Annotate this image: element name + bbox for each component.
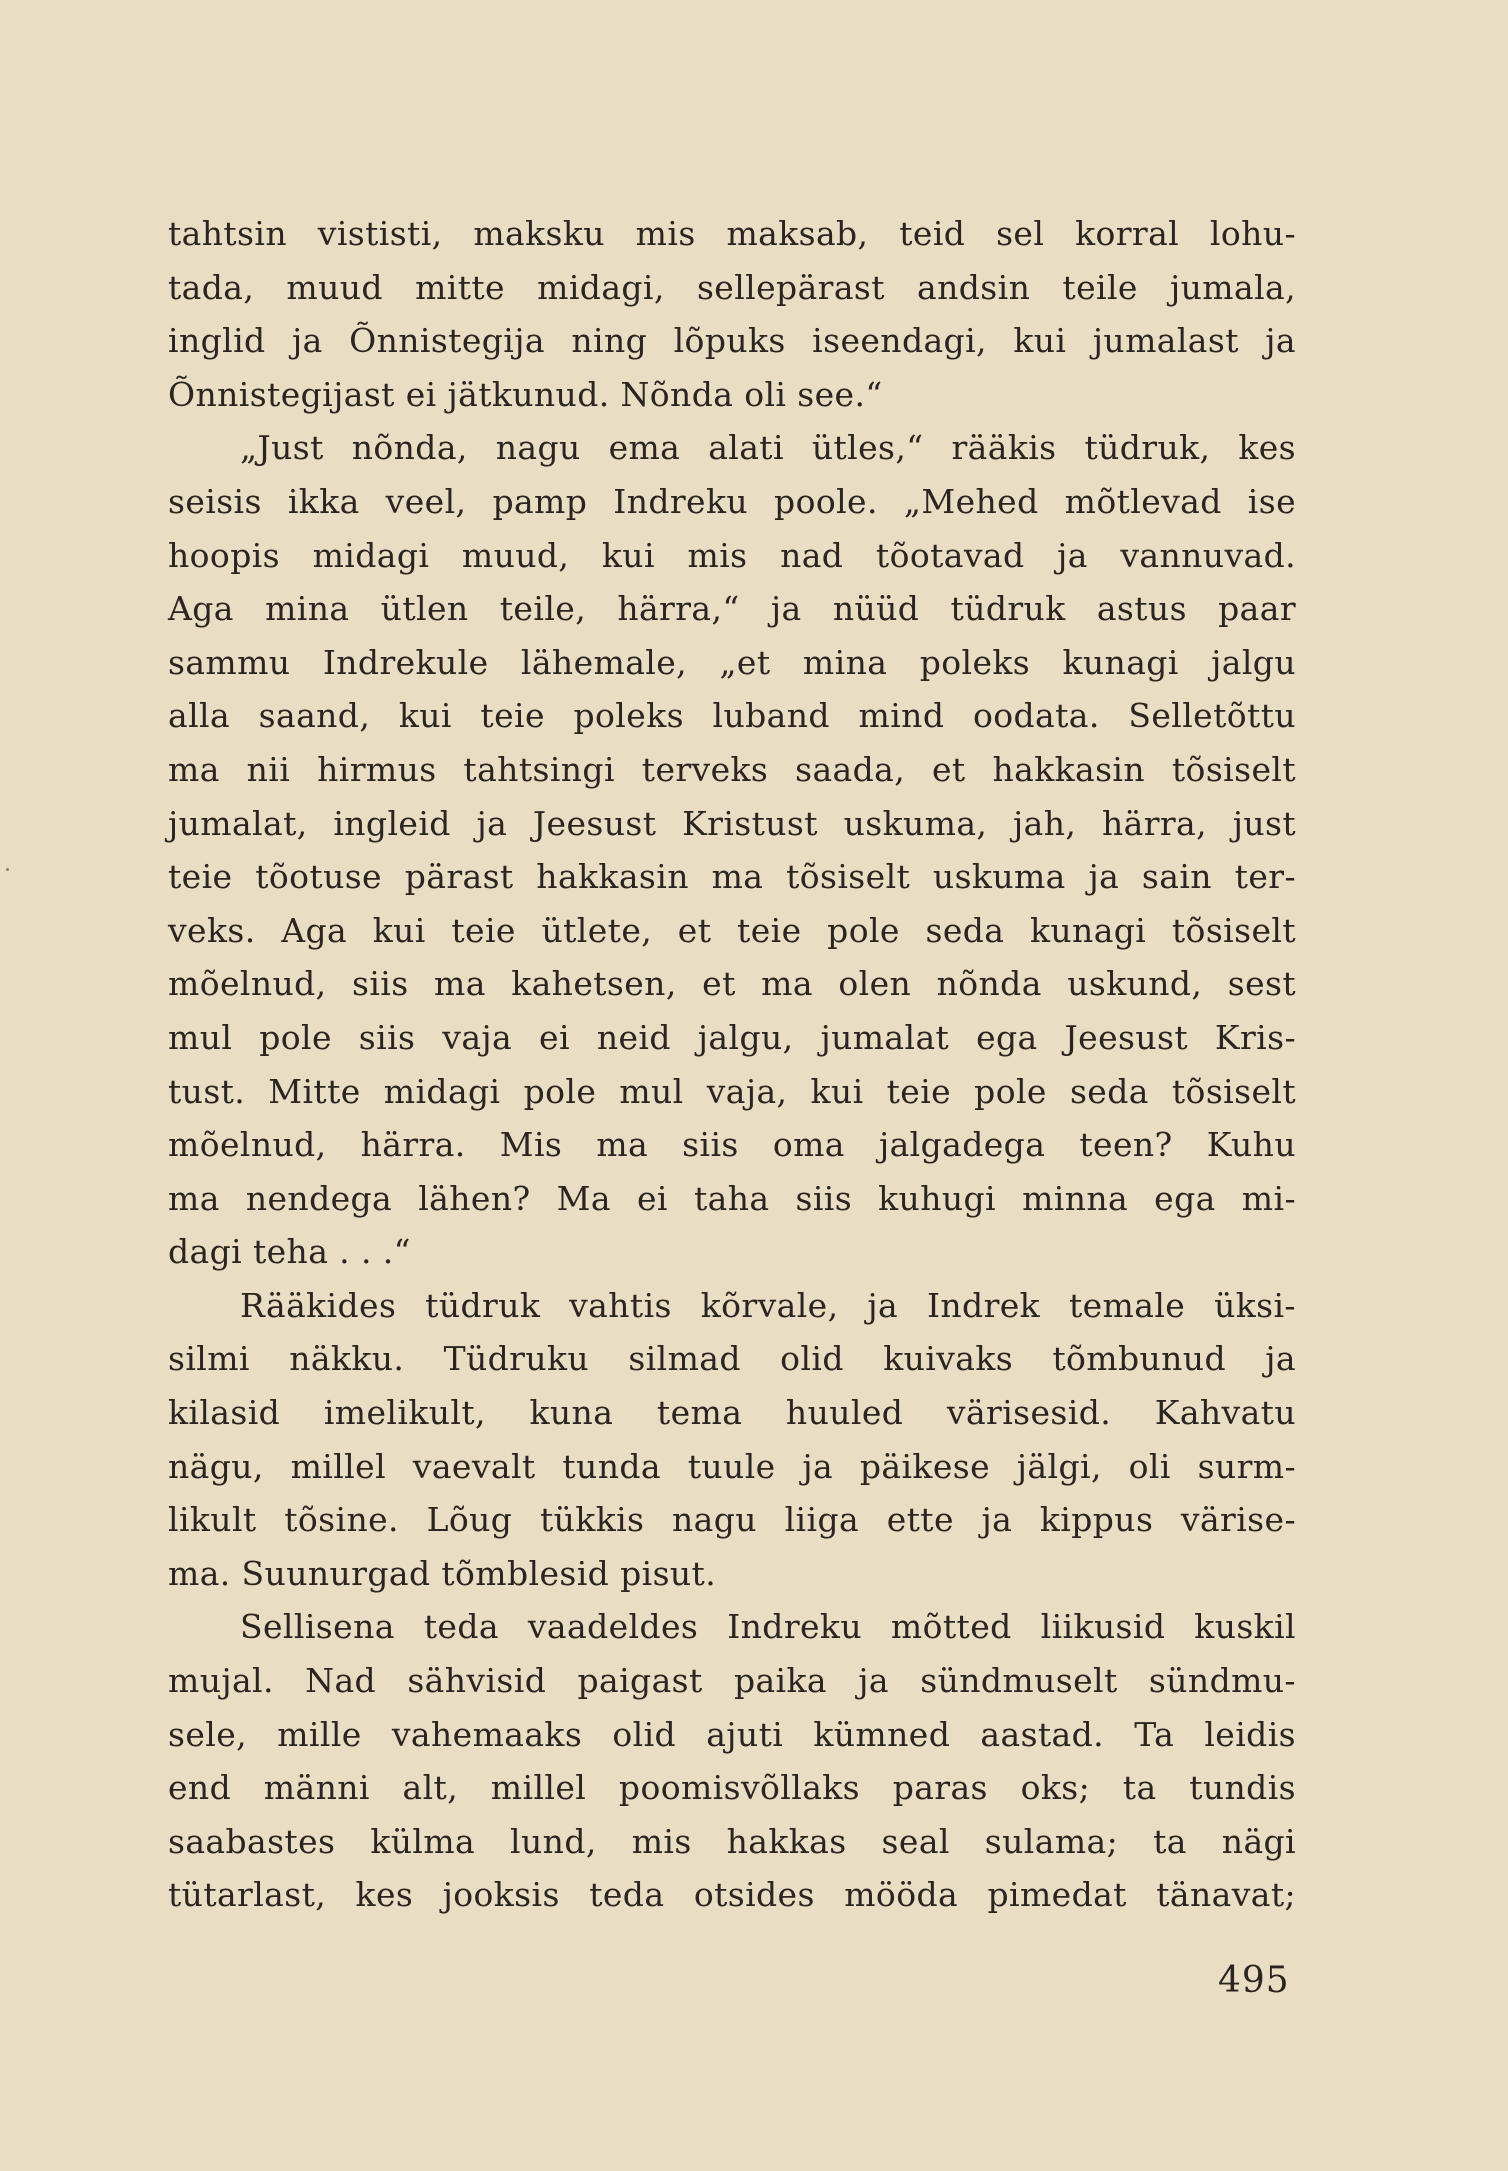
text-line: inglid ja Õnnistegija ning lõpuks iseendagi, kui jumalast ja (168, 321, 1296, 361)
text-line: teie tõotuse pärast hakkasin ma tõsiselt uskuma ja sain ter- (168, 857, 1296, 897)
text-line: silmi näkku. Tüdruku silmad olid kuivaks tõmbunud ja (168, 1339, 1296, 1379)
text-line: veks. Aga kui teie ütlete, et teie pole seda kunagi tõsiselt (168, 910, 1296, 950)
text-line: tust. Mitte midagi pole mul vaja, kui teie pole seda tõsiselt (168, 1071, 1296, 1111)
text-line: dagi teha . . .“ (168, 1232, 411, 1272)
text-line: jumalat, ingleid ja Jeesust Kristust uskuma, jah, härra, just (168, 803, 1296, 843)
margin-speck (6, 868, 9, 871)
text-line: Õnnistegijast ei jätkunud. Nõnda oli see.“ (168, 374, 883, 414)
text-line: seisis ikka veel, pamp Indreku poole. „Mehed mõtlevad ise (168, 481, 1296, 521)
text-line: ma nii hirmus tahtsingi terveks saada, et hakkasin tõsiselt (168, 749, 1296, 789)
text-line: mul pole siis vaja ei neid jalgu, jumalat ega Jeesust Kris- (168, 1017, 1296, 1057)
text-line: Aga mina ütlen teile, härra,“ ja nüüd tüdruk astus paar (168, 589, 1296, 629)
text-line: mõelnud, siis ma kahetsen, et ma olen nõnda uskund, sest (168, 964, 1296, 1004)
text-line: nägu, millel vaevalt tunda tuule ja päikese jälgi, oli surm- (168, 1446, 1296, 1486)
text-line: ma. Suunurgad tõmblesid pisut. (168, 1553, 717, 1593)
text-line: sele, mille vahemaaks olid ajuti kümned aastad. Ta leidis (168, 1714, 1296, 1754)
text-line: Sellisena teda vaadeldes Indreku mõtted liikusid kuskil (240, 1607, 1296, 1647)
page-number: 495 (1218, 1960, 1290, 2001)
text-line: tütarlast, kes jooksis teda otsides mööda pimedat tänavat; (168, 1875, 1296, 1915)
text-line: sammu Indrekule lähemale, „et mina poleks kunagi jalgu (168, 642, 1296, 682)
text-line: alla saand, kui teie poleks luband mind oodata. Selletõttu (168, 696, 1296, 736)
text-line: saabastes külma lund, mis hakkas seal sulama; ta nägi (168, 1821, 1296, 1861)
text-line: tahtsin vististi, maksku mis maksab, teid sel korral lohu- (168, 214, 1296, 253)
text-line: Rääkides tüdruk vahtis kõrvale, ja Indrek temale üksi- (240, 1285, 1296, 1325)
text-line: kilasid imelikult, kuna tema huuled värisesid. Kahvatu (168, 1393, 1296, 1433)
text-line: „Just nõnda, nagu ema alati ütles,“ rääkis tüdruk, kes (240, 428, 1296, 468)
text-line: mõelnud, härra. Mis ma siis oma jalgadega teen? Kuhu (168, 1125, 1296, 1165)
text-line: ma nendega lähen? Ma ei taha siis kuhugi minna ega mi- (168, 1178, 1296, 1218)
text-line: tada, muud mitte midagi, sellepärast andsin teile jumala, (168, 267, 1296, 307)
text-line: mujal. Nad sähvisid paigast paika ja sündmuselt sündmu- (168, 1661, 1296, 1701)
text-line: end männi alt, millel poomisvõllaks paras oks; ta tundis (168, 1768, 1296, 1808)
body-text (168, 207, 1296, 1922)
text-line: hoopis midagi muud, kui mis nad tõotavad ja vannuvad. (168, 535, 1296, 575)
text-line: likult tõsine. Lõug tükkis nagu liiga ette ja kippus värise- (168, 1500, 1296, 1540)
